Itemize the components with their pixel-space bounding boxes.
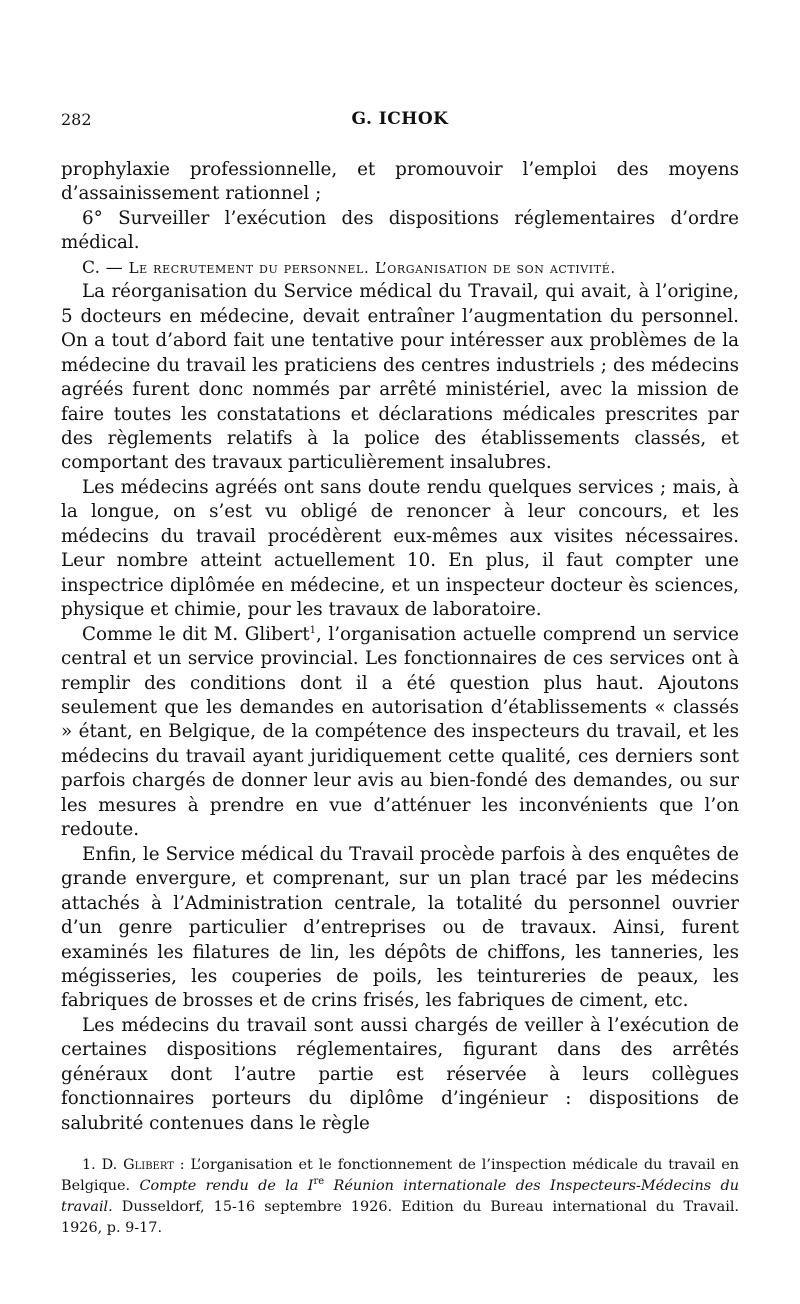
footnote-ref: 1 <box>309 624 316 636</box>
paragraph: La réorganisation du Service médical du Travail, qui avait, à l’origine, 5 docteurs en médecine, devait entraîner l’augmentation du personnel. On a tout d’abord fait une tentative pour intéresser aux problèmes de la médecine du travail les praticiens des centres industriels ; des médecins agréés furent donc nommés par arrêté ministériel, avec la mission de faire toutes les constatations et déclarations médicales prescrites par des règlements relatifs à la police des établissements classés, et comportant des travaux particulièrement insalubres. <box>61 281 739 474</box>
footnote-publication: Dusseldorf, 15-16 septembre 1926. Edition du Bureau international du Travail. 1926, p. 9-17. <box>61 1199 739 1236</box>
section-title-part1: Le recrutement du personnel. <box>128 258 370 277</box>
continuation-line: prophylaxie professionnelle, et promouvoir l’emploi des moyens d’assainissement rationnel ; <box>61 159 739 205</box>
running-title: G. ICHOK <box>351 109 449 129</box>
footnote <box>61 1155 739 1239</box>
body-text <box>61 158 739 1136</box>
paragraph <box>61 623 739 843</box>
running-head <box>61 106 739 132</box>
paragraph: Les médecins agréés ont sans doute rendu quelques services ; mais, à la longue, on s’est vu obligé de renoncer à leur concours, et les médecins du travail procédèrent eux-mêmes aux visites nécessaires. Leur nombre atteint actuellement 10. En plus, il faut compter une inspectrice diplômée en médecine, et un inspecteur docteur ès sciences, physique et chimie, pour les travaux de laboratoire. <box>61 476 739 621</box>
footnote-author: Glibert <box>123 1157 174 1173</box>
footnote-number: 1. D. <box>82 1157 118 1173</box>
paragraph-text: Comme le dit M. Glibert <box>82 623 310 645</box>
paragraph: Les médecins du travail sont aussi chargés de veiller à l’exécution de certaines dispositions réglementaires, figurant dans des arrêtés généraux dont l’autre partie est réservée à leurs collègues fonctionnaires porteurs du diplôme d’ingénieur : dispositions de salubrité contenues dans le règle <box>61 1014 739 1134</box>
footnote-title: Compte rendu de la I <box>139 1178 314 1194</box>
page <box>61 106 739 1136</box>
paragraph-text: , l’organisation actuelle comprend un service central et un service provincial. Les fonctionnaires de ces services ont à remplir des conditions dont il a été question plus haut. Ajoutons seulement que les demandes en autorisation d’établissements « classés » étant, en Belgique, de la compétence des inspecteurs du travail, et les médecins du travail ayant juridiquement cette qualité, ces derniers sont parfois chargés de donner leur avis au bien-fondé des demandes, ou sur les mesures à prendre en vue d’atténuer les inconvénients que l’on redoute. <box>61 623 739 841</box>
footnote-title-rest: Réunion internationale des Inspecteurs-Médecins du travail. <box>61 1178 740 1215</box>
footnote-text: : L’organisation et le fonctionnement de l’inspection médicale du travail en Belgique. <box>61 1157 740 1194</box>
page-number: 282 <box>61 110 92 129</box>
footnote-title-sup: re <box>313 1176 325 1188</box>
section-letter: C. — <box>82 257 124 278</box>
section-heading <box>61 256 739 280</box>
list-item-6: 6° Surveiller l’exécution des dispositions réglementaires d’ordre médical. <box>61 207 739 254</box>
section-title-part2: L’organisation de son activité. <box>374 258 616 277</box>
paragraph: Enfin, le Service médical du Travail procède parfois à des enquêtes de grande envergure, et comprenant, sur un plan tracé par les médecins attachés à l’Administration centrale, la totalité du personnel ouvrier d’un genre particulier d’entreprises ou de travaux. Ainsi, furent examinés les filatures de lin, les dépôts de chiffons, les tanneries, les mégisseries, les couperies de poils, les teintureries de peaux, les fabriques de brosses et de crins frisés, les fabriques de ciment, etc. <box>61 843 739 1012</box>
